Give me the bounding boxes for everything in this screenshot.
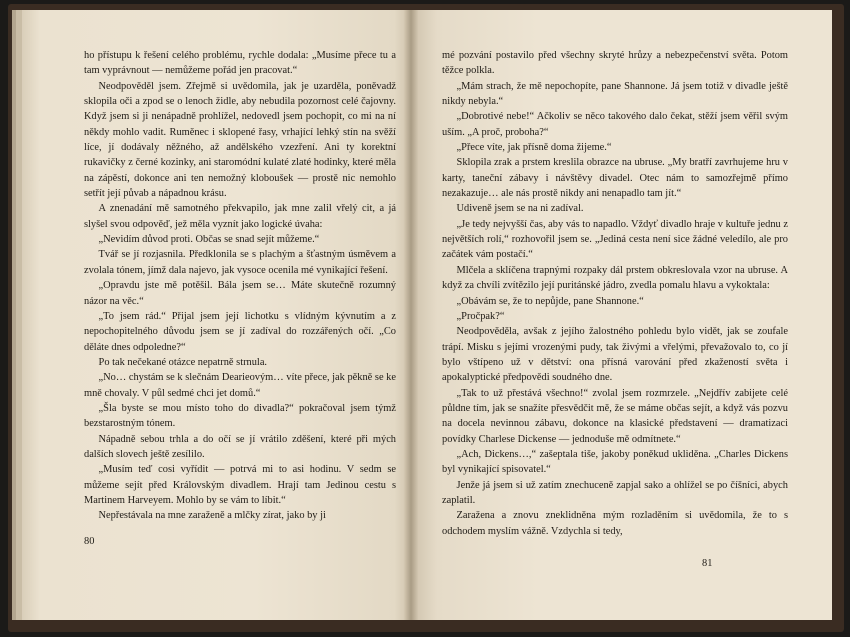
paragraph: Neodpověděla, avšak z jejího žalostného pohledu bylo vidět, jak se zoufale trápí. Misku s jejími vrozenými pudy, tak živými a vřelými, převažovalo to, co jí bylo vštípeno už v dětství: ona přísná varování před zkažeností světa i apokalyptické předpovědi soudného dne. [442, 326, 788, 384]
book-gutter [404, 10, 418, 620]
paragraph: A znenadání mě samotného překvapilo, jak mne zalil vřelý cit, a já slyšel svou odpověď, jež měla vyznít jako logické úvaha: [84, 203, 396, 230]
paragraph: „Tak to už přestává všechno!“ zvolal jsem rozmrzele. „Nejdřív zabijete celé půldne tím, jak se snažíte přesvědčit mě, že se máme občas sejít, a když vás pozvu na docela nevinnou zábavu, dokonce na klasické představení — dramatizaci povídky Charlese Dickense — jednoduše mě odmítnete.“ [442, 387, 788, 445]
paragraph: Nápadně sebou trhla a do očí se jí vrátilo zděšení, které při mých dalších slovech ještě zesílilo. [84, 433, 396, 460]
paragraph: Mlčela a sklíčena trapnými rozpaky dál prstem obkreslovala vzor na ubruse. A když za chvíli zvítězilo její puritánské jádro, zvedla pomalu hlavu a vykoktala: [442, 264, 788, 292]
paragraph: „No… chystám se k slečnám Dearieovým… víte přece, jak pěkně se ke mně chovaly. V půl sedmé chci jet domů.“ [84, 372, 396, 399]
paragraph: „Nevidím důvod proti. Občas se snad sejít můžeme.“ [98, 234, 320, 246]
paragraph: Zaražena a znovu zneklidněna mým rozladěním si uvědomila, že to s odchodem myslím vážně. Vzdychla si tedy, [442, 510, 788, 537]
paragraph: „Je tedy nejvyšší čas, aby vás to napadlo. Vždyť divadlo hraje v kultuře jednu z největších rolí,“ rozhovořil jsem se. „Jediná cesta není sice žádné veledílo, ale pro začátek vám postačí.“ [442, 218, 788, 261]
paragraph: Tvář se jí rozjasnila. Předklonila se s plachým a šťastným úsměvem a zvolala tónem, jímž dala najevo, jak vysoce ocenila mé vynikající řešení. [84, 249, 396, 276]
paragraph: „Ach, Dickens…,“ zašeptala tiše, jakoby poněkud ukliděna. „Charles Dickens byl vynikající spisovatel.“ [442, 448, 788, 476]
paragraph: „Dobrotivé nebe!“ Ačkoliv se něco takového dalo čekat, stěží jsem věřil svým uším. „A proč, proboha?“ [442, 111, 788, 138]
paragraph: „Musím teď cosi vyřídit — potrvá mi to asi hodinu. V sedm se můžeme sejít před Královským divadlem. Hrají tam Jedinou cestu s Martinem Harveyem. Mohlo by se vám to líbit.“ [84, 464, 396, 506]
paragraph: „Obávám se, že to nepůjde, pane Shannone.“ [456, 295, 644, 307]
page-number: 80 [84, 536, 95, 547]
left-page-text [84, 48, 396, 524]
paragraph: „Pročpak?“ [456, 310, 505, 322]
paragraph: „Šla byste se mou místo toho do divadla?“ pokračoval jsem týmž bezstarostným tónem. [84, 402, 396, 430]
left-page [22, 10, 410, 620]
paragraph: Udiveně jsem se na ni zadíval. [456, 203, 584, 215]
right-page-text [442, 48, 788, 539]
right-page [412, 10, 832, 620]
paragraph: mé pozvání postavilo před všechny skryté hrůzy a nebezpečenství světa. Potom těžce polkla. [442, 50, 788, 77]
paragraph: „To jsem rád.“ Přijal jsem její lichotku s vlídným kývnutím a z nepochopitelného důvodu jsem se jí zadíval do rozzářených očí. „Co děláte dnes odpoledne?“ [84, 310, 396, 353]
paragraph: „Přece víte, jak přísně doma žijeme.“ [456, 142, 612, 154]
paragraph: Nepřestávala na mne zaraženě a mlčky zírat, jako by ji [98, 510, 326, 522]
paragraph: „Mám strach, že mě nepochopíte, pane Shannone. Já jsem totiž v divadle ještě nikdy nebyla.“ [442, 80, 788, 108]
paragraph: „Opravdu jste mě potěšil. Bála jsem se… Máte skutečně rozumný názor na věc.“ [84, 280, 396, 307]
paragraph: Jenže já jsem si už zatím znechuceně zapjal sako a ohlížel se po číšníci, abych zaplatil. [442, 479, 788, 506]
page-number: 81 [702, 558, 713, 569]
paragraph: Po tak nečekané otázce nepatrně strnula. [98, 356, 268, 368]
paragraph: Sklopila zrak a prstem kreslila obrazce na ubruse. „My bratří zavrhujeme hru v karty, taneční zábavy i návštěvy divadel. Otec nám to samozřejmě přímo nezakazuje… ale nás prostě nikdy ani nenapadlo tam jít.“ [442, 157, 788, 200]
paragraph: ho přístupu k řešení celého problému, rychle dodala: „Musíme přece tu a tam vyprávnout — nemůžeme pořád jen pracovat.“ [84, 50, 396, 77]
paragraph: Neodpověděl jsem. Zřejmě si uvědomila, jak je uzarděla, poněvadž sklopila oči a zpod se o lenoch židle, aby nebudila pozornost celé čajovny. Když jsem si ji nenápadně prohlížel, nedovedl jsem pochopit, co mi na ní někdy mohlo vadit. Ruměnec i sklopené řasy, vrhající lehký stín na svěží líce, jí dodávaly něžného, až andělského vzezření. Ani ty korektní rukavičky z černé kozinky, ani staromódní kulaté zlaté hodinky, které měla na zápěstí, dokonce ani ten nemožný kloboušek — prostě nic nemohlo setřít její půvab a nápadnou krásu. [84, 80, 396, 200]
